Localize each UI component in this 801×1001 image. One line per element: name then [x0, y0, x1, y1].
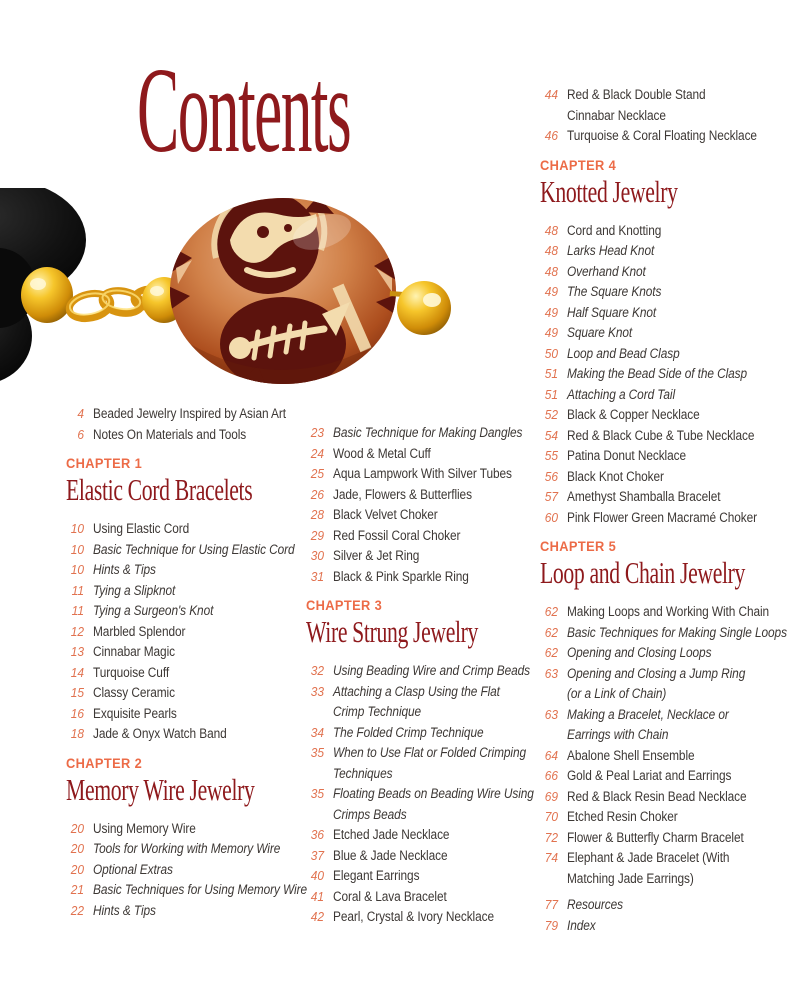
entry-line: Matching Jade Earrings) — [567, 870, 694, 886]
toc-entry — [540, 282, 796, 303]
toc-entry — [540, 262, 796, 283]
toc-entry — [540, 848, 796, 889]
entry-title — [333, 846, 463, 867]
entry-line: Elegant Earrings — [333, 868, 420, 883]
entry-title — [93, 724, 245, 745]
page-number: 60 — [544, 509, 558, 525]
page-number: 79 — [544, 917, 558, 933]
page-number: 24 — [310, 445, 324, 461]
entry-title — [93, 901, 164, 922]
entry-title — [567, 848, 752, 889]
entry-line: Tools for Working with Memory Wire — [93, 841, 281, 856]
entry-title — [333, 567, 487, 588]
page-number: 13 — [70, 644, 84, 659]
entry-line: Square Knot — [567, 325, 633, 340]
chapter-title — [66, 473, 298, 506]
entry-title — [333, 464, 534, 485]
entry-title — [567, 623, 796, 644]
page-number: 10 — [70, 541, 84, 557]
page-number: 31 — [310, 568, 324, 584]
entry-line: Blue & Jade Necklace — [333, 847, 448, 863]
toc-entry — [540, 787, 796, 808]
entry-line: Opening and Closing Loops — [567, 645, 712, 660]
entry-line: Making a Bracelet, Necklace or — [567, 706, 729, 722]
toc-entry — [306, 464, 534, 485]
entry-line: Flower & Butterfly Charm Bracelet — [567, 829, 744, 845]
page-number: 11 — [71, 603, 84, 618]
page-number: 40 — [310, 868, 324, 883]
toc-entry — [66, 560, 298, 581]
entry-line: Wood & Metal Cuff — [333, 445, 431, 461]
page-number: 51 — [544, 366, 558, 381]
toc-entry — [306, 444, 534, 465]
entry-title — [93, 540, 298, 561]
chapter-title — [540, 175, 796, 208]
toc-entry — [66, 581, 298, 602]
page-number: 54 — [544, 427, 558, 443]
entry-line: Gold & Peal Lariat and Earrings — [567, 768, 732, 783]
entry-line: Using Elastic Cord — [93, 521, 190, 536]
entry-title — [567, 828, 768, 849]
chapter-heading — [306, 598, 534, 648]
entry-title — [93, 860, 184, 881]
entry-line: Floating Beads on Beading Wire Using — [333, 786, 534, 801]
page-number: 62 — [544, 604, 558, 619]
bead-necklace-photo — [0, 188, 460, 402]
entry-line: Index — [567, 917, 596, 933]
entry-title — [567, 262, 657, 283]
toc-entry — [540, 385, 796, 406]
toc-entry — [540, 746, 796, 767]
entry-line: Etched Jade Necklace — [333, 827, 450, 842]
toc-entry — [540, 405, 796, 426]
entry-line: Jade, Flowers & Butterflies — [333, 486, 472, 502]
chapter-title-text: Knotted Jewelry — [540, 173, 678, 209]
toc-entry — [540, 705, 796, 746]
entry-title — [93, 704, 188, 725]
entry-title — [93, 663, 179, 684]
entry-title — [567, 85, 724, 126]
entry-line: Black & Copper Necklace — [567, 407, 700, 422]
page-number: 23 — [310, 425, 324, 440]
page-number: 10 — [70, 521, 84, 536]
page-number: 16 — [70, 705, 84, 721]
entry-line: Hints & Tips — [93, 902, 156, 918]
entry-title — [567, 508, 783, 529]
entry-line: Beaded Jewelry Inspired by Asian Art — [93, 406, 286, 421]
toc-entry — [306, 825, 534, 846]
page-number: 28 — [310, 507, 324, 522]
entry-title — [333, 423, 534, 444]
entry-title — [567, 426, 780, 447]
entry-title — [333, 505, 452, 526]
entry-line: Using Memory Wire — [93, 820, 196, 836]
entry-title — [567, 602, 796, 623]
chapter-label: CHAPTER 5 — [540, 539, 617, 554]
entry-title — [93, 819, 210, 840]
page-number: 32 — [310, 663, 324, 678]
gold-bead — [397, 281, 451, 335]
toc-entry — [306, 887, 534, 908]
toc-entry — [306, 743, 534, 784]
page-number: 6 — [77, 426, 84, 442]
toc-entry — [66, 601, 298, 622]
toc-entry — [66, 819, 298, 840]
entry-title — [93, 581, 186, 602]
entry-line: Notes On Materials and Tools — [93, 426, 247, 442]
entry-title — [567, 241, 666, 262]
page-number: 10 — [70, 562, 84, 577]
page-number: 33 — [310, 683, 324, 699]
entry-title — [333, 485, 491, 506]
entry-line: Using Beading Wire and Crimp Beads — [333, 663, 530, 678]
entry-title — [333, 825, 465, 846]
page-number: 48 — [544, 263, 558, 279]
page-number: 21 — [70, 882, 84, 897]
entry-title — [567, 916, 600, 937]
entry-title — [93, 622, 198, 643]
entry-title — [567, 664, 770, 705]
entry-title — [333, 723, 504, 744]
entry-line: Attaching a Cord Tail — [567, 386, 676, 402]
chapter-heading — [66, 456, 298, 506]
toc-entry — [540, 487, 796, 508]
page-number: 64 — [544, 747, 558, 763]
entry-title — [567, 487, 741, 508]
page-number: 69 — [544, 788, 558, 804]
page-number: 46 — [544, 128, 558, 143]
chapter-title — [540, 556, 796, 589]
page-number: 74 — [544, 850, 558, 865]
toc-entry — [66, 704, 298, 725]
entry-title — [567, 766, 754, 787]
page-number: 66 — [544, 768, 558, 783]
page-number: 22 — [70, 902, 84, 918]
entry-title — [567, 787, 771, 808]
entry-line: Basic Technique for Using Elastic Cord — [93, 541, 295, 557]
toc-entry — [540, 85, 796, 126]
entry-title — [333, 444, 444, 465]
entry-line: Overhand Knot — [567, 263, 646, 279]
entry-line: Exquisite Pearls — [93, 705, 177, 721]
toc-entry — [306, 846, 534, 867]
entry-title — [333, 661, 534, 682]
page-number: 72 — [544, 829, 558, 845]
entry-title — [567, 323, 641, 344]
toc-entry — [306, 723, 534, 744]
entry-line: Optional Extras — [93, 861, 173, 877]
toc-entry — [540, 916, 796, 937]
entry-line: Black Velvet Choker — [333, 507, 438, 522]
toc-entry — [540, 766, 796, 787]
page-number: 30 — [310, 548, 324, 563]
page-number: 63 — [544, 665, 558, 681]
chapter-heading — [540, 539, 796, 589]
entry-line: Crimps Beads — [333, 806, 407, 822]
page-number: 11 — [71, 582, 84, 598]
entry-title — [93, 519, 202, 540]
toc-entry — [66, 663, 298, 684]
entry-line: Basic Techniques for Using Memory Wire — [93, 882, 307, 897]
entry-title — [567, 282, 674, 303]
entry-title — [567, 746, 712, 767]
entry-title — [567, 126, 783, 147]
entry-title — [567, 405, 718, 426]
toc-entry — [540, 221, 796, 242]
entry-title — [333, 526, 478, 547]
entry-line: Patina Donut Necklace — [567, 448, 687, 463]
gold-bead — [21, 267, 73, 323]
page-number: 37 — [310, 847, 324, 863]
entry-line: Amethyst Shamballa Bracelet — [567, 489, 721, 504]
toc-entry — [540, 602, 796, 623]
entry-line: Red & Black Double Stand — [567, 87, 706, 102]
entry-line: The Folded Crimp Technique — [333, 724, 484, 740]
toc-entry — [66, 880, 307, 901]
page-number: 20 — [70, 861, 84, 877]
page-number: 41 — [310, 888, 324, 904]
entry-line: Crimp Technique — [333, 704, 422, 719]
entry-title — [567, 807, 693, 828]
entry-line: Tying a Slipknot — [93, 582, 176, 598]
page-number: 51 — [544, 386, 558, 402]
entry-title — [567, 364, 772, 385]
page-number: 77 — [544, 897, 558, 912]
page-number: 26 — [310, 486, 324, 502]
entry-line: Abalone Shell Ensemble — [567, 747, 695, 763]
toc-entry — [540, 807, 796, 828]
entry-title — [93, 839, 298, 860]
entry-line: Marbled Splendor — [93, 623, 186, 639]
entry-title — [567, 705, 751, 746]
toc-entry — [540, 364, 796, 385]
page-number: 49 — [544, 325, 558, 340]
entry-title — [333, 866, 431, 887]
entry-title — [333, 784, 534, 825]
page-number: 29 — [310, 527, 324, 543]
page-number: 62 — [544, 645, 558, 660]
carved-bead — [168, 192, 398, 391]
page-number: 55 — [544, 448, 558, 463]
entry-line: When to Use Flat or Folded Crimping — [333, 745, 527, 760]
entry-line: Techniques — [333, 765, 393, 781]
entry-line: Loop and Bead Clasp — [567, 345, 680, 361]
entry-title — [567, 467, 677, 488]
entry-line: Pink Flower Green Macramé Choker — [567, 509, 757, 525]
toc-entry — [540, 623, 796, 644]
page-number: 48 — [544, 222, 558, 238]
entry-line: Cinnabar Necklace — [567, 107, 666, 123]
entry-title — [333, 907, 516, 928]
toc-entry — [66, 683, 298, 704]
toc-entry — [540, 323, 796, 344]
toc-entry — [306, 423, 534, 444]
toc-entry — [306, 682, 534, 723]
chapter-heading — [540, 158, 796, 208]
toc-entry — [66, 724, 298, 745]
toc-entry — [540, 643, 796, 664]
entry-line: Red & Black Resin Bead Necklace — [567, 788, 747, 804]
toc-entry — [66, 425, 298, 446]
page-number: 50 — [544, 345, 558, 361]
entry-line: Attaching a Clasp Using the Flat — [333, 683, 500, 699]
toc-entry — [306, 784, 534, 825]
page-number: 56 — [544, 468, 558, 484]
entry-line: Half Square Knot — [567, 304, 657, 320]
entry-title — [93, 404, 298, 425]
toc-entry — [540, 508, 796, 529]
page-number: 36 — [310, 827, 324, 842]
page-number: 14 — [70, 664, 84, 680]
toc-entry — [66, 540, 298, 561]
page-number: 35 — [310, 786, 324, 801]
page-number: 18 — [70, 726, 84, 741]
toc-entry — [306, 661, 534, 682]
page-number: 34 — [310, 724, 324, 740]
chapter-title — [306, 615, 534, 648]
chapter-label: CHAPTER 1 — [66, 456, 143, 471]
entry-line: Black & Pink Sparkle Ring — [333, 568, 469, 584]
page-number: 44 — [544, 87, 558, 102]
entry-line: Turquoise Cuff — [93, 664, 170, 680]
entry-line: Basic Techniques for Making Single Loops — [567, 624, 787, 640]
page-number: 63 — [544, 706, 558, 722]
toc-entry — [540, 664, 796, 705]
entry-title — [93, 880, 307, 901]
entry-line: Opening and Closing a Jump Ring — [567, 665, 746, 681]
page-number: 52 — [544, 407, 558, 422]
entry-title — [93, 683, 186, 704]
page-number: 20 — [70, 841, 84, 856]
toc-entry — [66, 901, 298, 922]
toc-column-left — [66, 404, 307, 921]
entry-title — [93, 560, 164, 581]
toc-entry — [306, 485, 534, 506]
entry-title — [567, 446, 702, 467]
entry-title — [333, 743, 534, 784]
toc-entry — [306, 526, 534, 547]
entry-title — [93, 642, 186, 663]
entry-line: Larks Head Knot — [567, 243, 655, 258]
page-number: 20 — [70, 820, 84, 836]
toc-entry — [540, 344, 796, 365]
entry-line: Pearl, Crystal & Ivory Necklace — [333, 909, 495, 924]
toc-entry — [306, 546, 534, 567]
page-number: 12 — [70, 623, 84, 639]
entry-line: Resources — [567, 897, 624, 912]
entry-title — [93, 425, 267, 446]
toc-entry — [66, 839, 298, 860]
toc-entry — [540, 426, 796, 447]
toc-entry — [306, 907, 534, 928]
toc-entry — [540, 446, 796, 467]
page-title: Contents — [137, 43, 351, 178]
entry-line: Tying a Surgeon's Knot — [93, 603, 214, 618]
entry-line: Classy Ceramic — [93, 685, 175, 700]
entry-title — [567, 643, 731, 664]
page-number: 62 — [544, 624, 558, 640]
chapter-label: CHAPTER 3 — [306, 598, 383, 613]
entry-title — [333, 887, 462, 908]
entry-line: Coral & Lava Bracelet — [333, 888, 447, 904]
entry-line: Turquoise & Coral Floating Necklace — [567, 128, 757, 143]
page-number: 42 — [310, 909, 324, 924]
toc-entry — [66, 642, 298, 663]
toc-entry — [306, 567, 534, 588]
chapter-label: CHAPTER 4 — [540, 157, 617, 173]
page-number: 25 — [310, 466, 324, 481]
page-number: 48 — [544, 243, 558, 258]
entry-line: Earrings with Chain — [567, 727, 669, 742]
toc-entry — [66, 519, 298, 540]
chapter-title — [66, 773, 298, 806]
entry-line: Making Loops and Working With Chain — [567, 604, 770, 619]
entry-line: Basic Technique for Making Dangles — [333, 425, 523, 440]
toc-entry — [540, 303, 796, 324]
toc-column-right — [540, 85, 796, 936]
page-number: 57 — [544, 489, 558, 504]
toc-entry — [540, 126, 796, 147]
toc-entry — [540, 828, 796, 849]
chapter-title-text: Wire Strung Jewelry — [306, 614, 479, 649]
entry-title — [333, 546, 431, 567]
entry-title — [567, 385, 690, 406]
entry-line: Aqua Lampwork With Silver Tubes — [333, 466, 512, 481]
page-number: 49 — [544, 304, 558, 320]
entry-line: Red Fossil Coral Choker — [333, 527, 461, 543]
entry-title — [333, 682, 523, 723]
entry-title — [567, 303, 668, 324]
toc-entry — [540, 241, 796, 262]
page-number: 4 — [77, 406, 84, 421]
entry-line: Making the Bead Side of the Clasp — [567, 366, 748, 381]
chapter-title-text: Elastic Cord Bracelets — [66, 472, 253, 507]
entry-line: Cinnabar Magic — [93, 644, 175, 659]
toc-column-middle — [306, 423, 534, 928]
entry-line: Etched Resin Choker — [567, 809, 678, 824]
chapter-title-text: Memory Wire Jewelry — [66, 771, 255, 807]
chapter-title-text: Loop and Chain Jewelry — [540, 555, 746, 590]
chapter-label: CHAPTER 2 — [66, 755, 143, 771]
toc-entry — [306, 505, 534, 526]
toc-entry — [66, 622, 298, 643]
entry-line: The Square Knots — [567, 284, 662, 299]
entry-line: Cord and Knotting — [567, 222, 662, 238]
toc-entry — [540, 467, 796, 488]
entry-line: Red & Black Cube & Tube Necklace — [567, 427, 755, 443]
toc-entry — [66, 404, 298, 425]
page-number: 70 — [544, 809, 558, 824]
entry-line: Elephant & Jade Bracelet (With — [567, 850, 730, 865]
entry-title — [567, 221, 674, 242]
toc-entry — [540, 895, 796, 916]
entry-title — [567, 895, 631, 916]
entry-title — [93, 601, 230, 622]
entry-title — [567, 344, 695, 365]
entry-line: Black Knot Choker — [567, 468, 664, 484]
entry-line: Hints & Tips — [93, 562, 156, 577]
entry-line: (or a Link of Chain) — [567, 686, 667, 701]
chapter-heading — [66, 756, 298, 806]
page-number: 49 — [544, 284, 558, 299]
entry-line: Jade & Onyx Watch Band — [93, 726, 227, 741]
toc-entry — [66, 860, 298, 881]
page-number: 15 — [70, 685, 84, 700]
entry-line: Silver & Jet Ring — [333, 548, 420, 563]
toc-entry — [306, 866, 534, 887]
page-number: 35 — [310, 745, 324, 760]
